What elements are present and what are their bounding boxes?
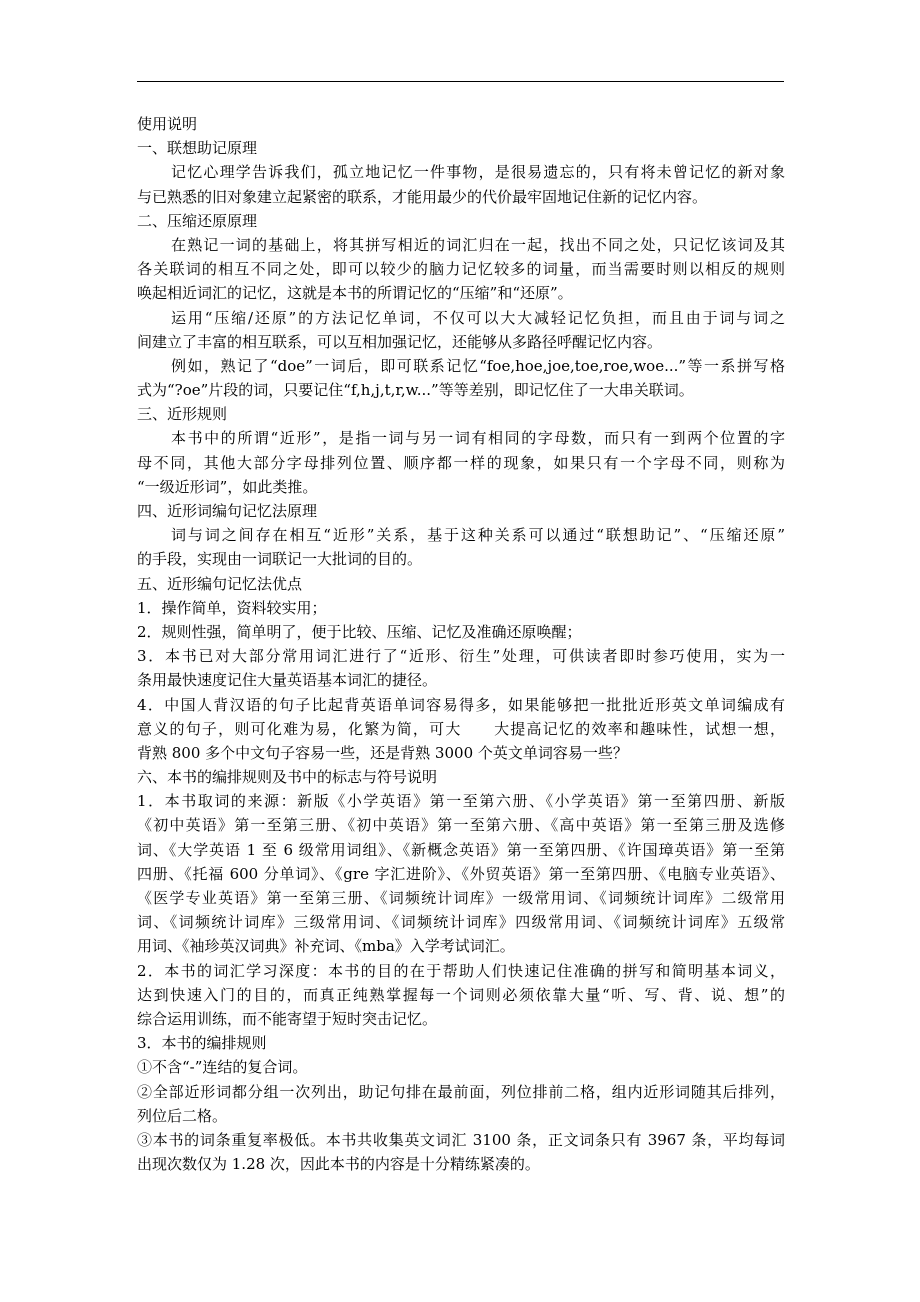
text-line: 在熟记一词的基础上，将其拼写相近的词汇归在一起，找出不同之处，只记忆该词及其: [171, 235, 785, 254]
text-line: 三、近形规则: [137, 405, 228, 424]
text-line: 意义的句子，则可化难为易，化繁为简，可大 大提高记忆的效率和趣味性，试想一想，: [137, 719, 785, 738]
header-rule: [137, 81, 784, 82]
text-line: 例如，熟记了“doe”一词后，即可联系记忆“foe,hoe,joe,toe,roe,woe...”等一系拼写格: [171, 356, 785, 375]
text-line: 与已熟悉的旧对象建立起紧密的联系，才能用最少的代价最牢固地记住新的记忆内容。: [137, 187, 708, 206]
text-line: 各关联词的相互不同之处，即可以较少的脑力记忆较多的词量，而当需要时则以相反的规则: [137, 260, 785, 279]
text-line: 的手段，实现由一词联记一大批词的目的。: [137, 550, 423, 569]
text-line: 2．规则性强，简单明了，便于比较、压缩、记忆及准确还原唤醒；: [137, 622, 582, 641]
text-line: 词、《大学英语 1 至 6 级常用词组》、《新概念英语》第一至第四册、《许国璋英语》第一至第: [137, 840, 785, 859]
text-line: 《医学专业英语》第一至第三册、《词频统计词库》一级常用词、《词频统计词库》二级常用: [137, 889, 785, 907]
text-line: 4．中国人背汉语的句子比起背英语单词容易得多，如果能够把一批批近形英文单词编成有: [137, 695, 785, 714]
text-line: 六、本书的编排规则及书中的标志与符号说明: [137, 768, 438, 787]
text-line: 出现次数仅为 1.28 次，因此本书的内容是十分精练紧凑的。: [137, 1155, 540, 1174]
text-line: 1．本书取词的来源：新版《小学英语》第一至第六册、《小学英语》第一至第四册、新版: [137, 792, 785, 811]
text-line: ③本书的词条重复率极低。本书共收集英文词汇 3100 条，正文词条只有 3967 条，平均每词: [137, 1130, 785, 1149]
text-line: 间建立了丰富的相互联系，可以互相加强记忆，还能够从多路径呼醒记忆内容。: [137, 332, 663, 351]
text-line: 1．操作简单，资料较实用；: [137, 598, 327, 617]
text-line: 记忆心理学告诉我们，孤立地记忆一件事物，是很易遗忘的，只有将未曾记忆的新对象: [171, 163, 785, 182]
text-line: 一、联想助记原理: [137, 139, 258, 158]
text-line: 综合运用训练，而不能寄望于短时突击记忆。: [137, 1009, 438, 1028]
text-line: 词与词之间存在相互“近形”关系，基于这种关系可以通过“联想助记”、“压缩还原”: [171, 526, 785, 545]
document-title: 使用说明: [137, 115, 198, 133]
text-line: 3．本书已对大部分常用词汇进行了“近形、衍生”处理，可供读者即时参巧使用，实为一: [137, 647, 785, 666]
text-line: 本书中的所谓“近形”，是指一词与另一词有相同的字母数，而只有一到两个位置的字: [171, 429, 785, 448]
document-body: [137, 112, 785, 1176]
text-line: 母不同，其他大部分字母排列位置、顺序都一样的现象，如果只有一个字母不同，则称为: [137, 453, 785, 472]
text-line: 四、近形词编句记忆法原理: [137, 502, 318, 520]
text-line: 列位后二格。: [137, 1106, 228, 1125]
text-line: ①不含“-”连结的复合词。: [137, 1058, 308, 1077]
text-line: 四册、《托福 600 分单词》、《gre 字汇进阶》、《外贸英语》第一至第四册、《电脑专业英语》、: [137, 864, 785, 883]
text-line: 3．本书的编排规则: [137, 1034, 267, 1053]
text-line: 达到快速入门的目的，而真正纯熟掌握每一个词则必须依靠大量“听、写、背、说、想”的: [137, 985, 785, 1004]
text-line: ②全部近形词都分组一次列出，助记句排在最前面，列位排前二格，组内近形词随其后排列，: [137, 1082, 785, 1101]
text-line: 条用最快速度记住大量英语基本词汇的捷径。: [137, 671, 438, 690]
text-line: 运用“压缩/还原”的方法记忆单词，不仅可以大大减轻记忆负担，而且由于词与词之: [171, 308, 785, 327]
text-line: 词、《词频统计词库》三级常用词、《词频统计词库》四级常用词、《词频统计词库》五级常: [137, 913, 785, 932]
text-line: 式为“?oe”片段的词，只要记住“f,h,j,t,r,w...”等等差别，即记忆住了一大串关联词。: [137, 381, 694, 400]
text-line: 五、近形编句记忆法优点: [137, 574, 303, 593]
text-line: 2．本书的词汇学习深度：本书的目的在于帮助人们快速记住准确的拼写和简明基本词义，: [137, 961, 785, 980]
text-line: 背熟 800 多个中文句子容易一些，还是背熟 3000 个英文单词容易一些？: [137, 743, 628, 762]
text-line: 唤起相近词汇的记忆，这就是本书的所谓记忆的“压缩”和“还原”。: [137, 284, 573, 303]
text-line: “一级近形词”，如此类推。: [137, 477, 318, 496]
text-line: 用词、《袖珍英汉词典》补充词、《mba》入学考试词汇。: [137, 937, 515, 956]
text-line: 二、压缩还原原理: [137, 211, 258, 230]
text-line: 《初中英语》第一至第三册、《初中英语》第一至第六册、《高中英语》第一至第三册及选修: [137, 816, 785, 835]
